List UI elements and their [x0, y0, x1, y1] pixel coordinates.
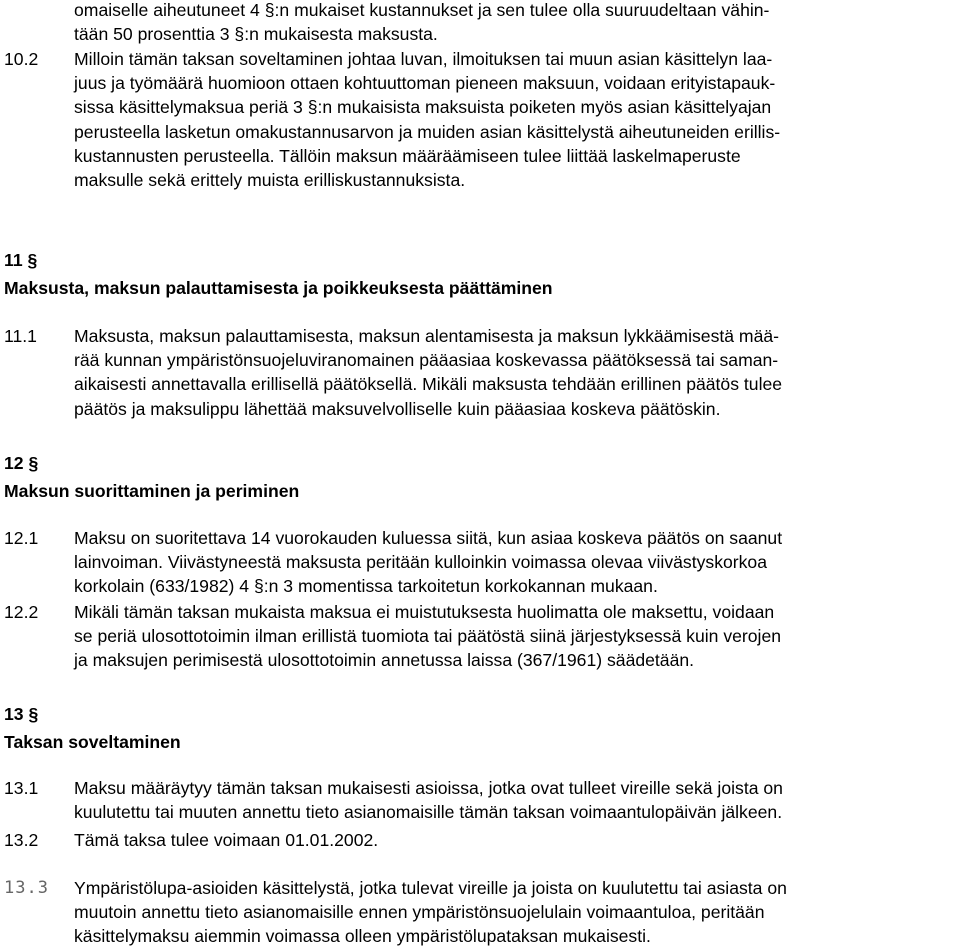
text-line: aikaisesti annettavalla erillisellä päätöksellä. Mikäli maksusta tehdään erillinen päätös tulee [74, 374, 783, 395]
text-line: kustannusten perusteella. Tällöin maksun määräämiseen tulee liittää laskelmaperuste [74, 145, 741, 166]
text-line: korkolain (633/1982) 4 §:n 3 momentissa tarkoitetun korkokannan mukaan. [74, 576, 658, 597]
section-number: 11 § [4, 250, 38, 270]
section-title: Taksan soveltaminen [4, 732, 181, 753]
text-line: ja maksujen perimisestä ulosottotoimin annetussa laissa (367/1961) säädetään. [74, 650, 695, 671]
text-line: tään 50 prosenttia 3 §:n mukaisesta maksusta. [74, 24, 438, 45]
paragraph-number: 13.3 [4, 878, 49, 898]
section-number: 12 § [4, 453, 39, 473]
section-12-heading [4, 451, 954, 503]
paragraph-number: 13.1 [4, 778, 39, 798]
text-line: kuulutettu tai muuten annettu tieto asianomaisille tämän taksan voimaantulopäivän jälkeen. [74, 802, 783, 823]
text-line: Maksusta, maksun palauttamisesta, maksun alentamisesta ja maksun lykkäämisestä mää- [74, 326, 780, 346]
text-line: Ympäristölupa-asioiden käsittelystä, jotka tulevat vireille ja joista on kuulutettu tai asiasta on [74, 878, 787, 898]
text-line: juus ja työmäärä huomioon ottaen kohtuuttoman pieneen maksuun, voidaan erityistapauk- [74, 73, 776, 94]
text-line: Mikäli tämän taksan mukaista maksua ei muistutuksesta huolimatta ole maksettu, voidaan [74, 602, 775, 622]
section-13-heading [4, 702, 954, 754]
text-line: päätös ja maksulippu lähettää maksuvelvolliselle kuin pääasiaa koskeva päätöskin. [74, 398, 721, 419]
text-line: käsittelymaksu aiemmin voimassa olleen ympäristölupataksan mukaisesti. [74, 926, 651, 947]
text-line: Maksu on suoritettava 14 vuorokauden kuluessa siitä, kun asiaa koskeva päätös on saanut [74, 528, 783, 548]
text-line: se periä ulosottotoimin ilman erillistä tuomiota tai päätöstä siinä järjestyksessä kuin verojen [74, 626, 782, 647]
paragraph-number: 12.2 [4, 602, 39, 622]
paragraph-number: 11.1 [4, 326, 37, 346]
section-title: Maksun suorittaminen ja periminen [4, 481, 300, 502]
section-11-heading [4, 248, 954, 300]
text-line: Milloin tämän taksan soveltaminen johtaa luvan, ilmoituksen tai muun asian käsittelyn laa- [74, 49, 773, 69]
text-line: Tämä taksa tulee voimaan 01.01.2002. [74, 830, 379, 850]
text-line: Maksu määräytyy tämän taksan mukaisesti asioissa, jotka ovat tulleet vireille sekä joista on [74, 778, 783, 798]
text-line: rää kunnan ympäristönsuojeluviranomainen pääasiaa koskevassa päätöksessä tai saman- [74, 350, 779, 371]
section-title: Maksusta, maksun palauttamisesta ja poikkeuksesta päättäminen [4, 278, 553, 299]
paragraph-number: 13.2 [4, 830, 39, 850]
text-line: maksulle sekä erittely muista erilliskustannuksista. [74, 170, 466, 191]
text-line: perusteella lasketun omakustannusarvon ja muiden asian käsittelystä aiheutuneiden erillis- [74, 121, 781, 142]
paragraph-number: 10.2 [4, 49, 39, 69]
text-line: sissa käsittelymaksua periä 3 §:n mukaisista maksuista poiketen myös asian käsittelyajan [74, 97, 772, 118]
text-line: lainvoiman. Viivästyneestä maksusta peritään kulloinkin voimassa olevaa viivästyskorkoa [74, 552, 768, 573]
text-line: muutoin annettu tieto asianomaisille ennen ympäristönsuojelulain voimaantuloa, peritään [74, 902, 765, 923]
text-line: omaiselle aiheutuneet 4 §:n mukaiset kustannukset ja sen tulee olla suuruudeltaan vähin- [74, 0, 770, 20]
paragraph-number: 12.1 [4, 528, 39, 548]
section-number: 13 § [4, 704, 39, 724]
